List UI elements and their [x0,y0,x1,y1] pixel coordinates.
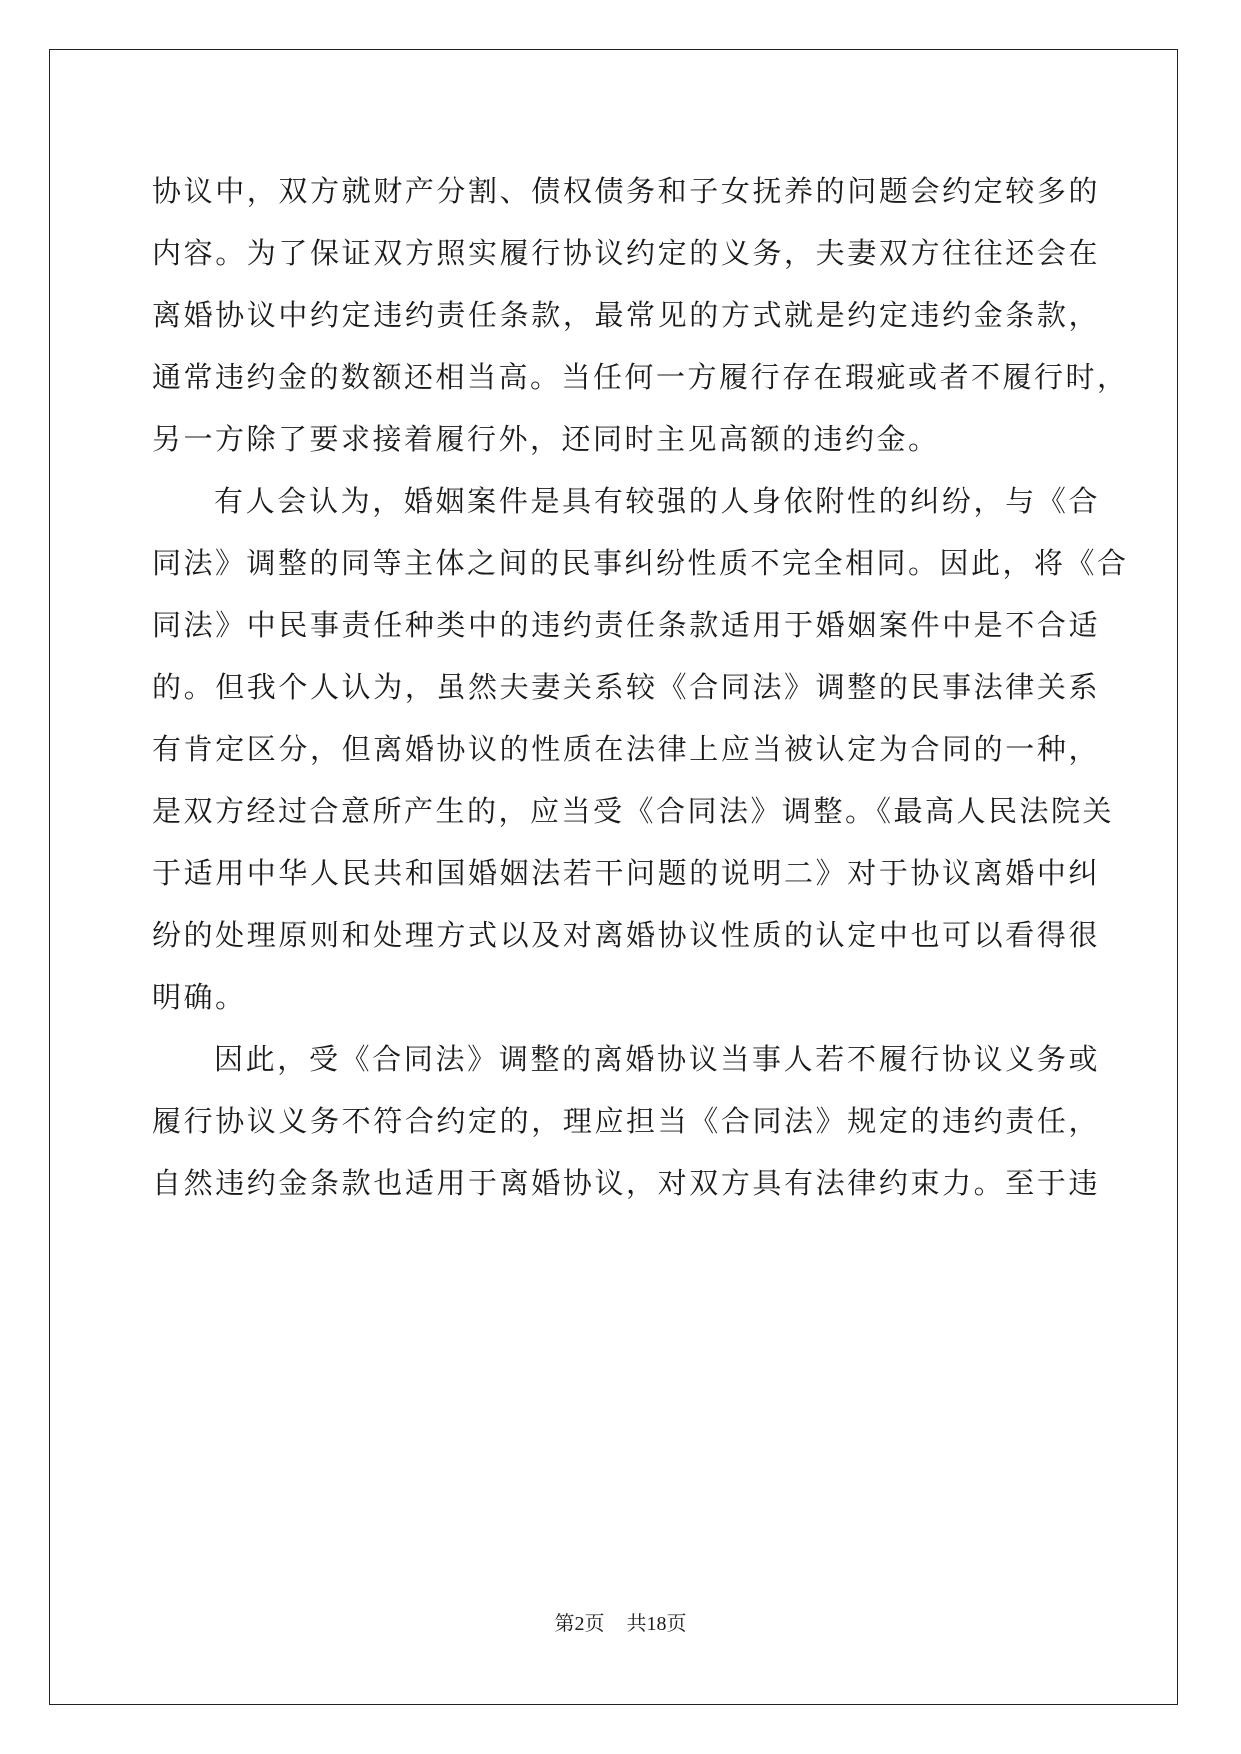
document-body [152,160,1129,1214]
paragraph-2-line-4: 的。但我个人认为，虽然夫妻关系较《合同法》调整的民事法律关系 [152,670,1100,704]
paragraph-3-line-3: 自然违约金条款也适用于离婚协议，对双方具有法律约束力。至于违 [152,1166,1100,1200]
paragraph-2-line-1: 有人会认为，婚姻案件是具有较强的人身依附性的纠纷，与《合 [214,484,1100,518]
paragraph-3-line-2: 履行协议义务不符合约定的，理应担当《合同法》规定的违约责任， [152,1104,1100,1138]
paragraph-2-line-5: 有肯定区分，但离婚协议的性质在法律上应当被认定为合同的一种， [152,732,1100,766]
page-number: 第2页 [554,1613,605,1635]
paragraph-3-line-1: 因此，受《合同法》调整的离婚协议当事人若不履行协议义务或 [214,1042,1100,1076]
paragraph-1-line-1: 协议中，双方就财产分割、债权债务和子女抚养的问题会约定较多的 [152,174,1100,208]
paragraph-2-line-6: 是双方经过合意所产生的，应当受《合同法》调整。《最高人民法院关 [152,794,1115,828]
page-footer [0,1611,1241,1637]
paragraph-1-line-5: 另一方除了要求接着履行外，还同时主见高额的违约金。 [152,422,940,456]
paragraph-2-line-2: 同法》调整的同等主体之间的民事纠纷性质不完全相同。因此，将《合 [152,546,1129,580]
paragraph-1-line-2: 内容。为了保证双方照实履行协议约定的义务，夫妻双方往往还会在 [152,236,1100,270]
page-total: 共18页 [626,1613,687,1635]
paragraph-2-line-3: 同法》中民事责任种类中的违约责任条款适用于婚姻案件中是不合适 [152,608,1100,642]
paragraph-2-line-8: 纷的处理原则和处理方式以及对离婚协议性质的认定中也可以看得很 [152,918,1100,952]
paragraph-1-line-3: 离婚协议中约定违约责任条款，最常见的方式就是约定违约金条款， [152,298,1100,332]
paragraph-2-line-7: 于适用中华人民共和国婚姻法若干问题的说明二》对于协议离婚中纠 [152,856,1100,890]
paragraph-1-line-4: 通常违约金的数额还相当高。当任何一方履行存在瑕疵或者不履行时， [152,360,1129,394]
paragraph-2-line-9: 明确。 [152,980,247,1014]
